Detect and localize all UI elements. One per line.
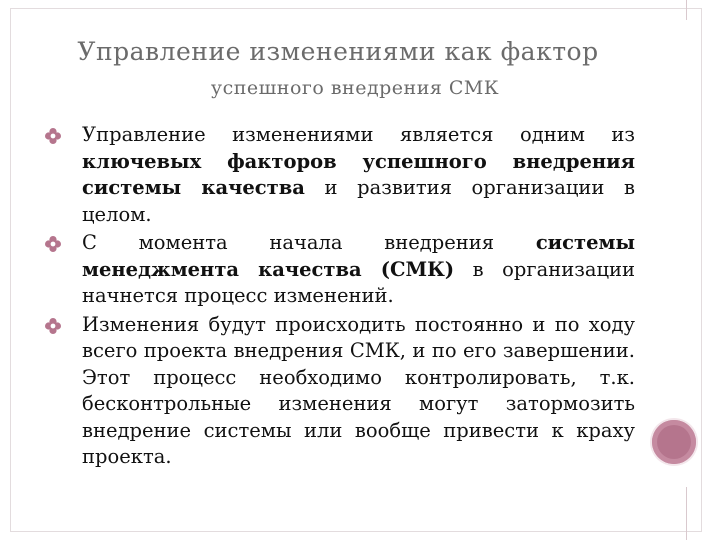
flower-bullet-icon <box>44 127 62 145</box>
decorative-circle <box>652 420 696 464</box>
title-line-1: Управление изменениями как фактор <box>77 37 599 66</box>
title-line-2: успешного внедрения СМК <box>210 77 500 100</box>
bullet-2-bold: системы менеджмента качества (СМК) <box>82 231 635 281</box>
bullet-1-bold: ключевых факторов успешного внедрения системы качества <box>82 149 635 199</box>
bullet-2-text-a: С момента начала внедрения <box>82 231 536 254</box>
bullet-item-2 <box>40 230 635 310</box>
flower-bullet-icon <box>44 317 62 335</box>
bullet-item-3 <box>40 312 635 471</box>
bullet-1-text-a: Управление изменениями является одним из <box>82 123 635 146</box>
bullet-item-1 <box>40 122 635 228</box>
bullet-3-text: Изменения будут происходить постоянно и по ходу всего проекта внедрения СМК, и по его завершении. Этот процесс необходимо контролировать, т.к. бесконтрольные изменения могут затормозить внедрение системы или вообще привести к краху проекта. <box>82 312 635 468</box>
decorative-rail-bottom <box>686 487 687 540</box>
bullet-list <box>40 122 635 473</box>
bullet-1-text-b: и развития организации в целом. <box>82 176 635 226</box>
slide-title <box>40 36 670 101</box>
decorative-rail-top <box>686 0 687 20</box>
bullet-2-text-b: в организации начнется процесс изменений. <box>82 257 635 307</box>
flower-bullet-icon <box>44 235 62 253</box>
